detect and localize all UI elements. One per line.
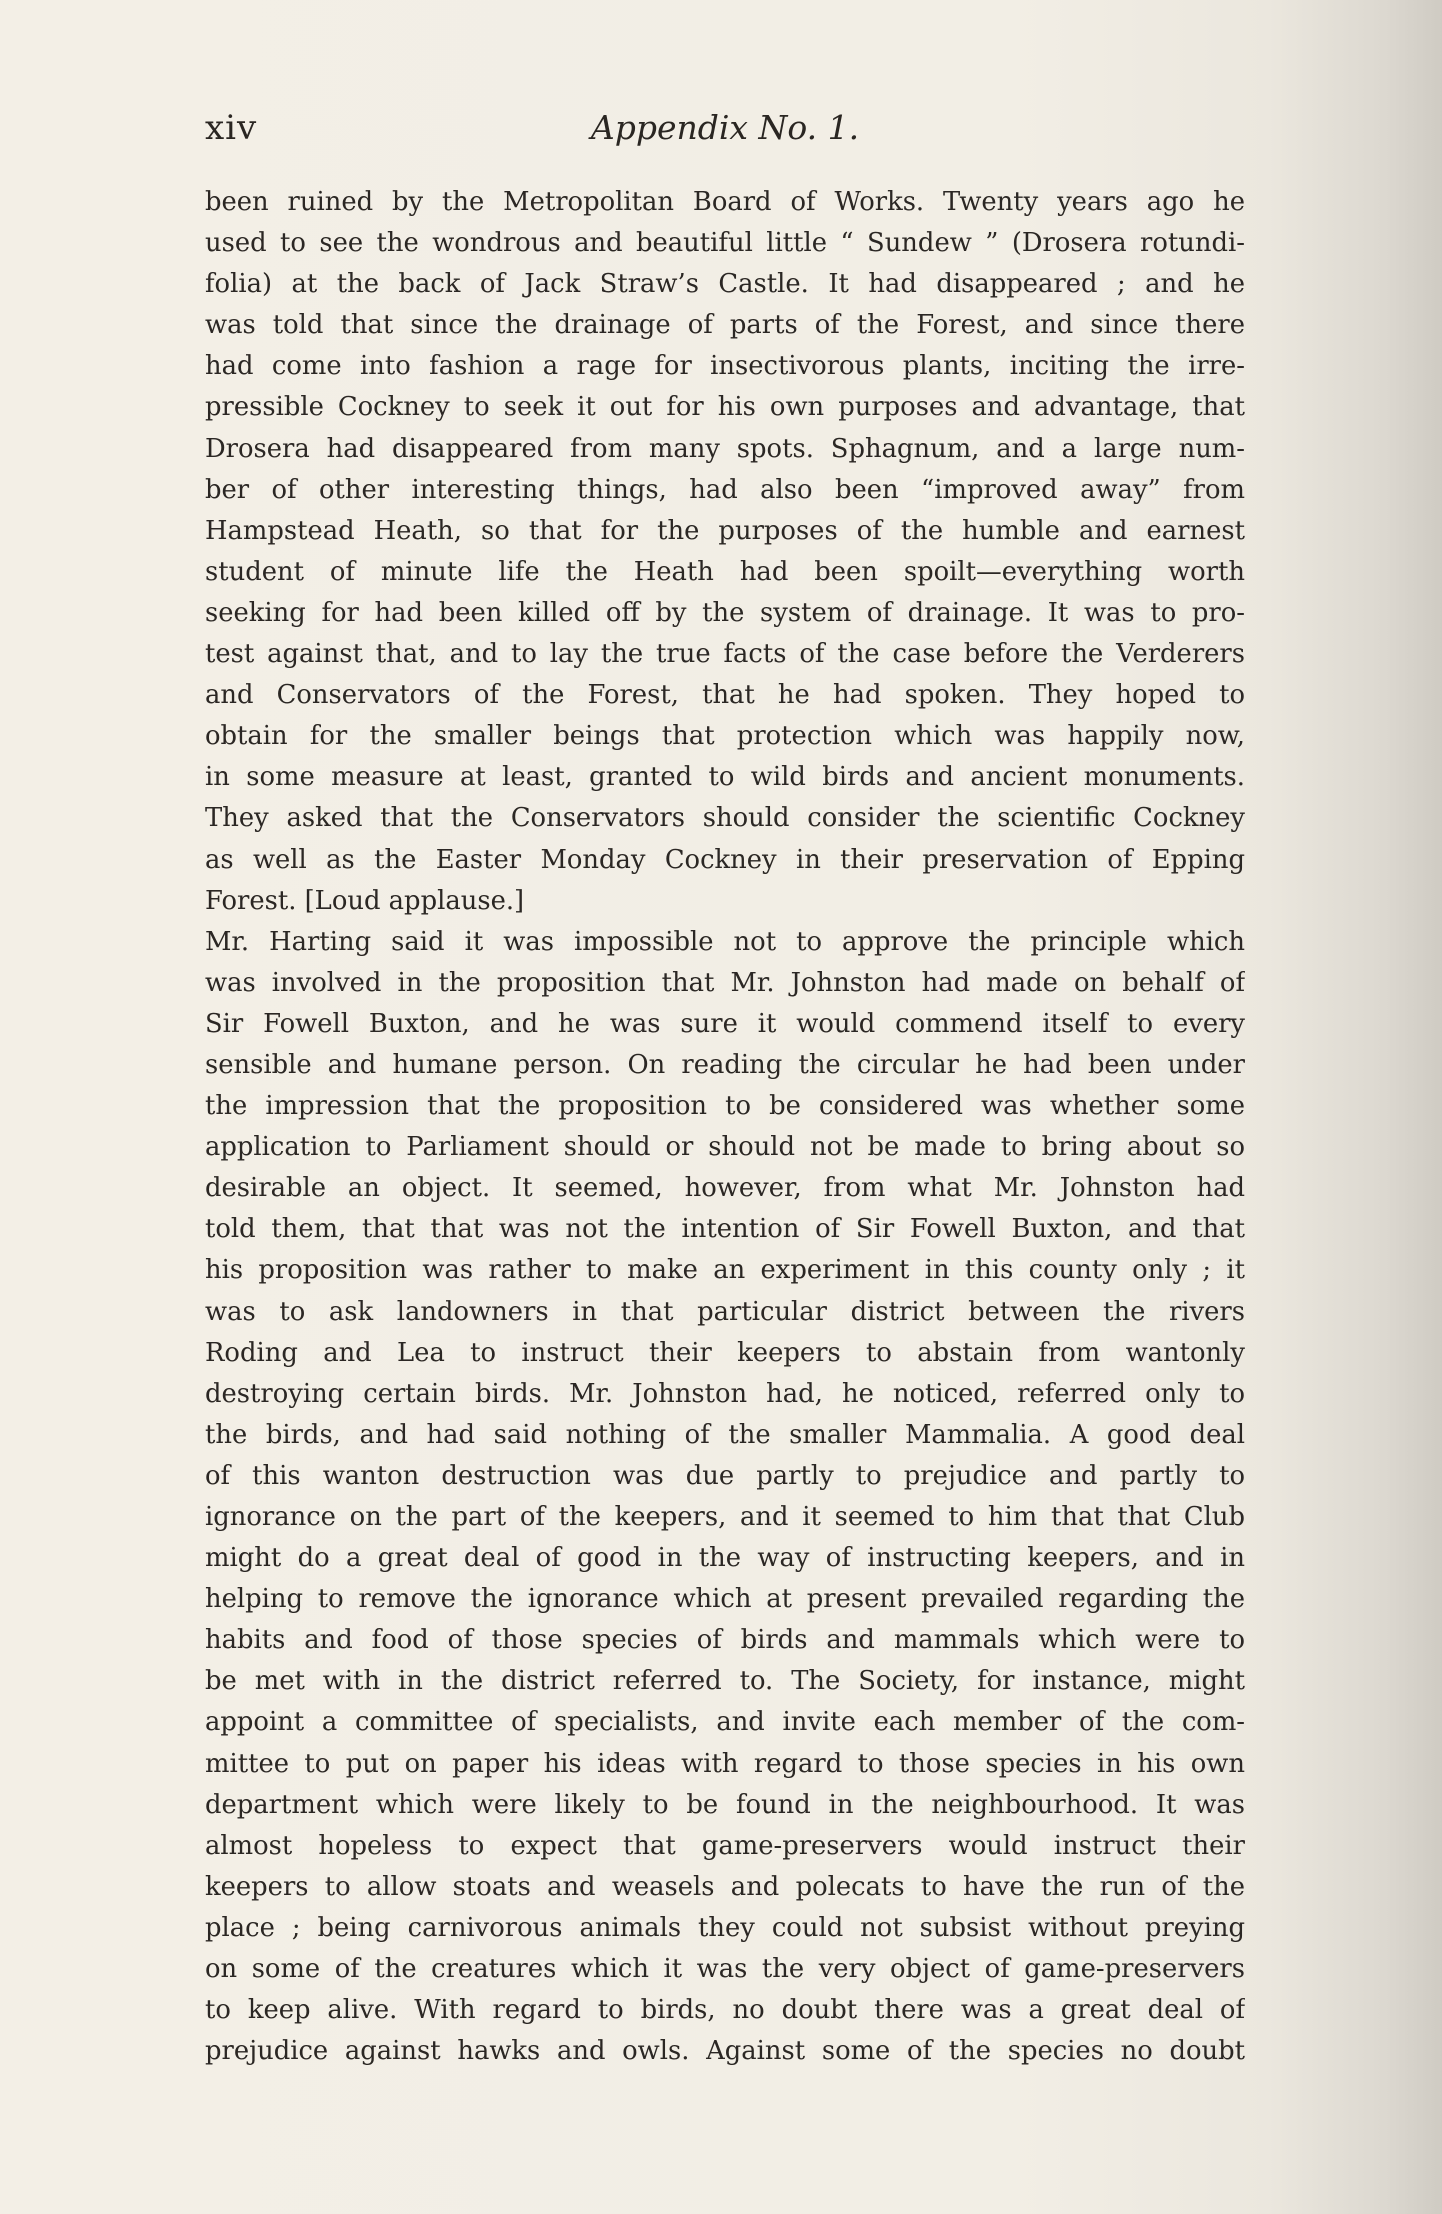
text-line: was told that since the drainage of parts of the Forest, and since there xyxy=(205,310,1245,341)
text-line: place ; being carnivorous animals they could not subsist without preying xyxy=(205,1912,1245,1943)
text-line: almost hopeless to expect that game-preservers would instruct their xyxy=(205,1830,1245,1861)
page-header xyxy=(205,108,1245,158)
text-line: prejudice against hawks and owls. Against some of the species no doubt xyxy=(205,2036,1245,2067)
text-line: might do a great deal of good in the way of instructing keepers, and in xyxy=(205,1543,1245,1574)
text-line: Roding and Lea to instruct their keepers to abstain from wantonly xyxy=(205,1337,1245,1368)
text-line: been ruined by the Metropolitan Board of Works. Twenty years ago he xyxy=(205,187,1245,217)
text-line: folia) at the back of Jack Straw’s Castle. It had disappeared ; and he xyxy=(205,269,1245,300)
text-line: and Conservators of the Forest, that he had spoken. They hoped to xyxy=(205,680,1245,711)
text-line: application to Parliament should or should not be made to bring about so xyxy=(205,1132,1245,1163)
text-line: had come into fashion a rage for insectivorous plants, inciting the irre- xyxy=(205,351,1245,382)
text-line: to keep alive. With regard to birds, no doubt there was a great deal of xyxy=(205,1995,1245,2026)
text-line: was involved in the proposition that Mr. Johnston had made on behalf of xyxy=(205,967,1245,998)
text-line: Sir Fowell Buxton, and he was sure it would commend itself to every xyxy=(205,1008,1245,1039)
text-line: seeking for had been killed off by the system of drainage. It was to pro- xyxy=(205,597,1245,628)
text-line: student of minute life the Heath had been spoilt—everything worth xyxy=(205,556,1245,587)
text-line: Mr. Harting said it was impossible not to approve the principle which xyxy=(205,926,1245,957)
text-line: desirable an object. It seemed, however, from what Mr. Johnston had xyxy=(205,1173,1245,1204)
text-line: Forest. [Loud applause.] xyxy=(205,885,525,916)
text-line: pressible Cockney to seek it out for his own purposes and advantage, that xyxy=(205,392,1245,423)
page-number: xiv xyxy=(205,108,258,148)
text-line: as well as the Easter Monday Cockney in their preservation of Epping xyxy=(205,844,1245,875)
body-text xyxy=(205,182,1245,2072)
text-line: appoint a committee of specialists, and invite each member of the com- xyxy=(205,1707,1245,1738)
text-line: Drosera had disappeared from many spots. Sphagnum, and a large num- xyxy=(205,433,1245,464)
text-line: obtain for the smaller beings that protection which was happily now, xyxy=(205,721,1245,752)
text-line: department which were likely to be found in the neighbourhood. It was xyxy=(205,1789,1245,1820)
text-line: keepers to allow stoats and weasels and polecats to have the run of the xyxy=(205,1871,1245,1902)
text-line: They asked that the Conservators should consider the scientific Cockney xyxy=(205,803,1245,834)
text-line: of this wanton destruction was due partly to prejudice and partly to xyxy=(205,1460,1245,1491)
text-line: test against that, and to lay the true facts of the case before the Verderers xyxy=(205,639,1245,670)
text-line: used to see the wondrous and beautiful little “ Sundew ” (Drosera rotundi- xyxy=(205,228,1245,259)
text-line: habits and food of those species of birds and mammals which were to xyxy=(205,1625,1245,1656)
text-line: ber of other interesting things, had also been “improved away” from xyxy=(205,474,1245,505)
running-head: Appendix No. 1. xyxy=(590,108,860,147)
text-line: told them, that that was not the intention of Sir Fowell Buxton, and that xyxy=(205,1214,1245,1245)
text-line: mittee to put on paper his ideas with regard to those species in his own xyxy=(205,1748,1245,1779)
text-line: destroying certain birds. Mr. Johnston had, he noticed, referred only to xyxy=(205,1378,1245,1409)
text-line: be met with in the district referred to. The Society, for instance, might xyxy=(205,1666,1245,1697)
text-line: sensible and humane person. On reading the circular he had been under xyxy=(205,1049,1245,1080)
text-line: the birds, and had said nothing of the smaller Mammalia. A good deal xyxy=(205,1419,1245,1450)
text-line: the impression that the proposition to be considered was whether some xyxy=(205,1091,1245,1122)
text-line: on some of the creatures which it was the very object of game-preservers xyxy=(205,1954,1245,1985)
text-line: ignorance on the part of the keepers, and it seemed to him that that Club xyxy=(205,1502,1245,1532)
text-line: his proposition was rather to make an experiment in this county only ; it xyxy=(205,1255,1245,1286)
text-line: helping to remove the ignorance which at present prevailed regarding the xyxy=(205,1584,1245,1615)
text-line: Hampstead Heath, so that for the purposes of the humble and earnest xyxy=(205,515,1245,546)
text-line: was to ask landowners in that particular district between the rivers xyxy=(205,1296,1245,1327)
text-line: in some measure at least, granted to wild birds and ancient monuments. xyxy=(205,762,1245,793)
